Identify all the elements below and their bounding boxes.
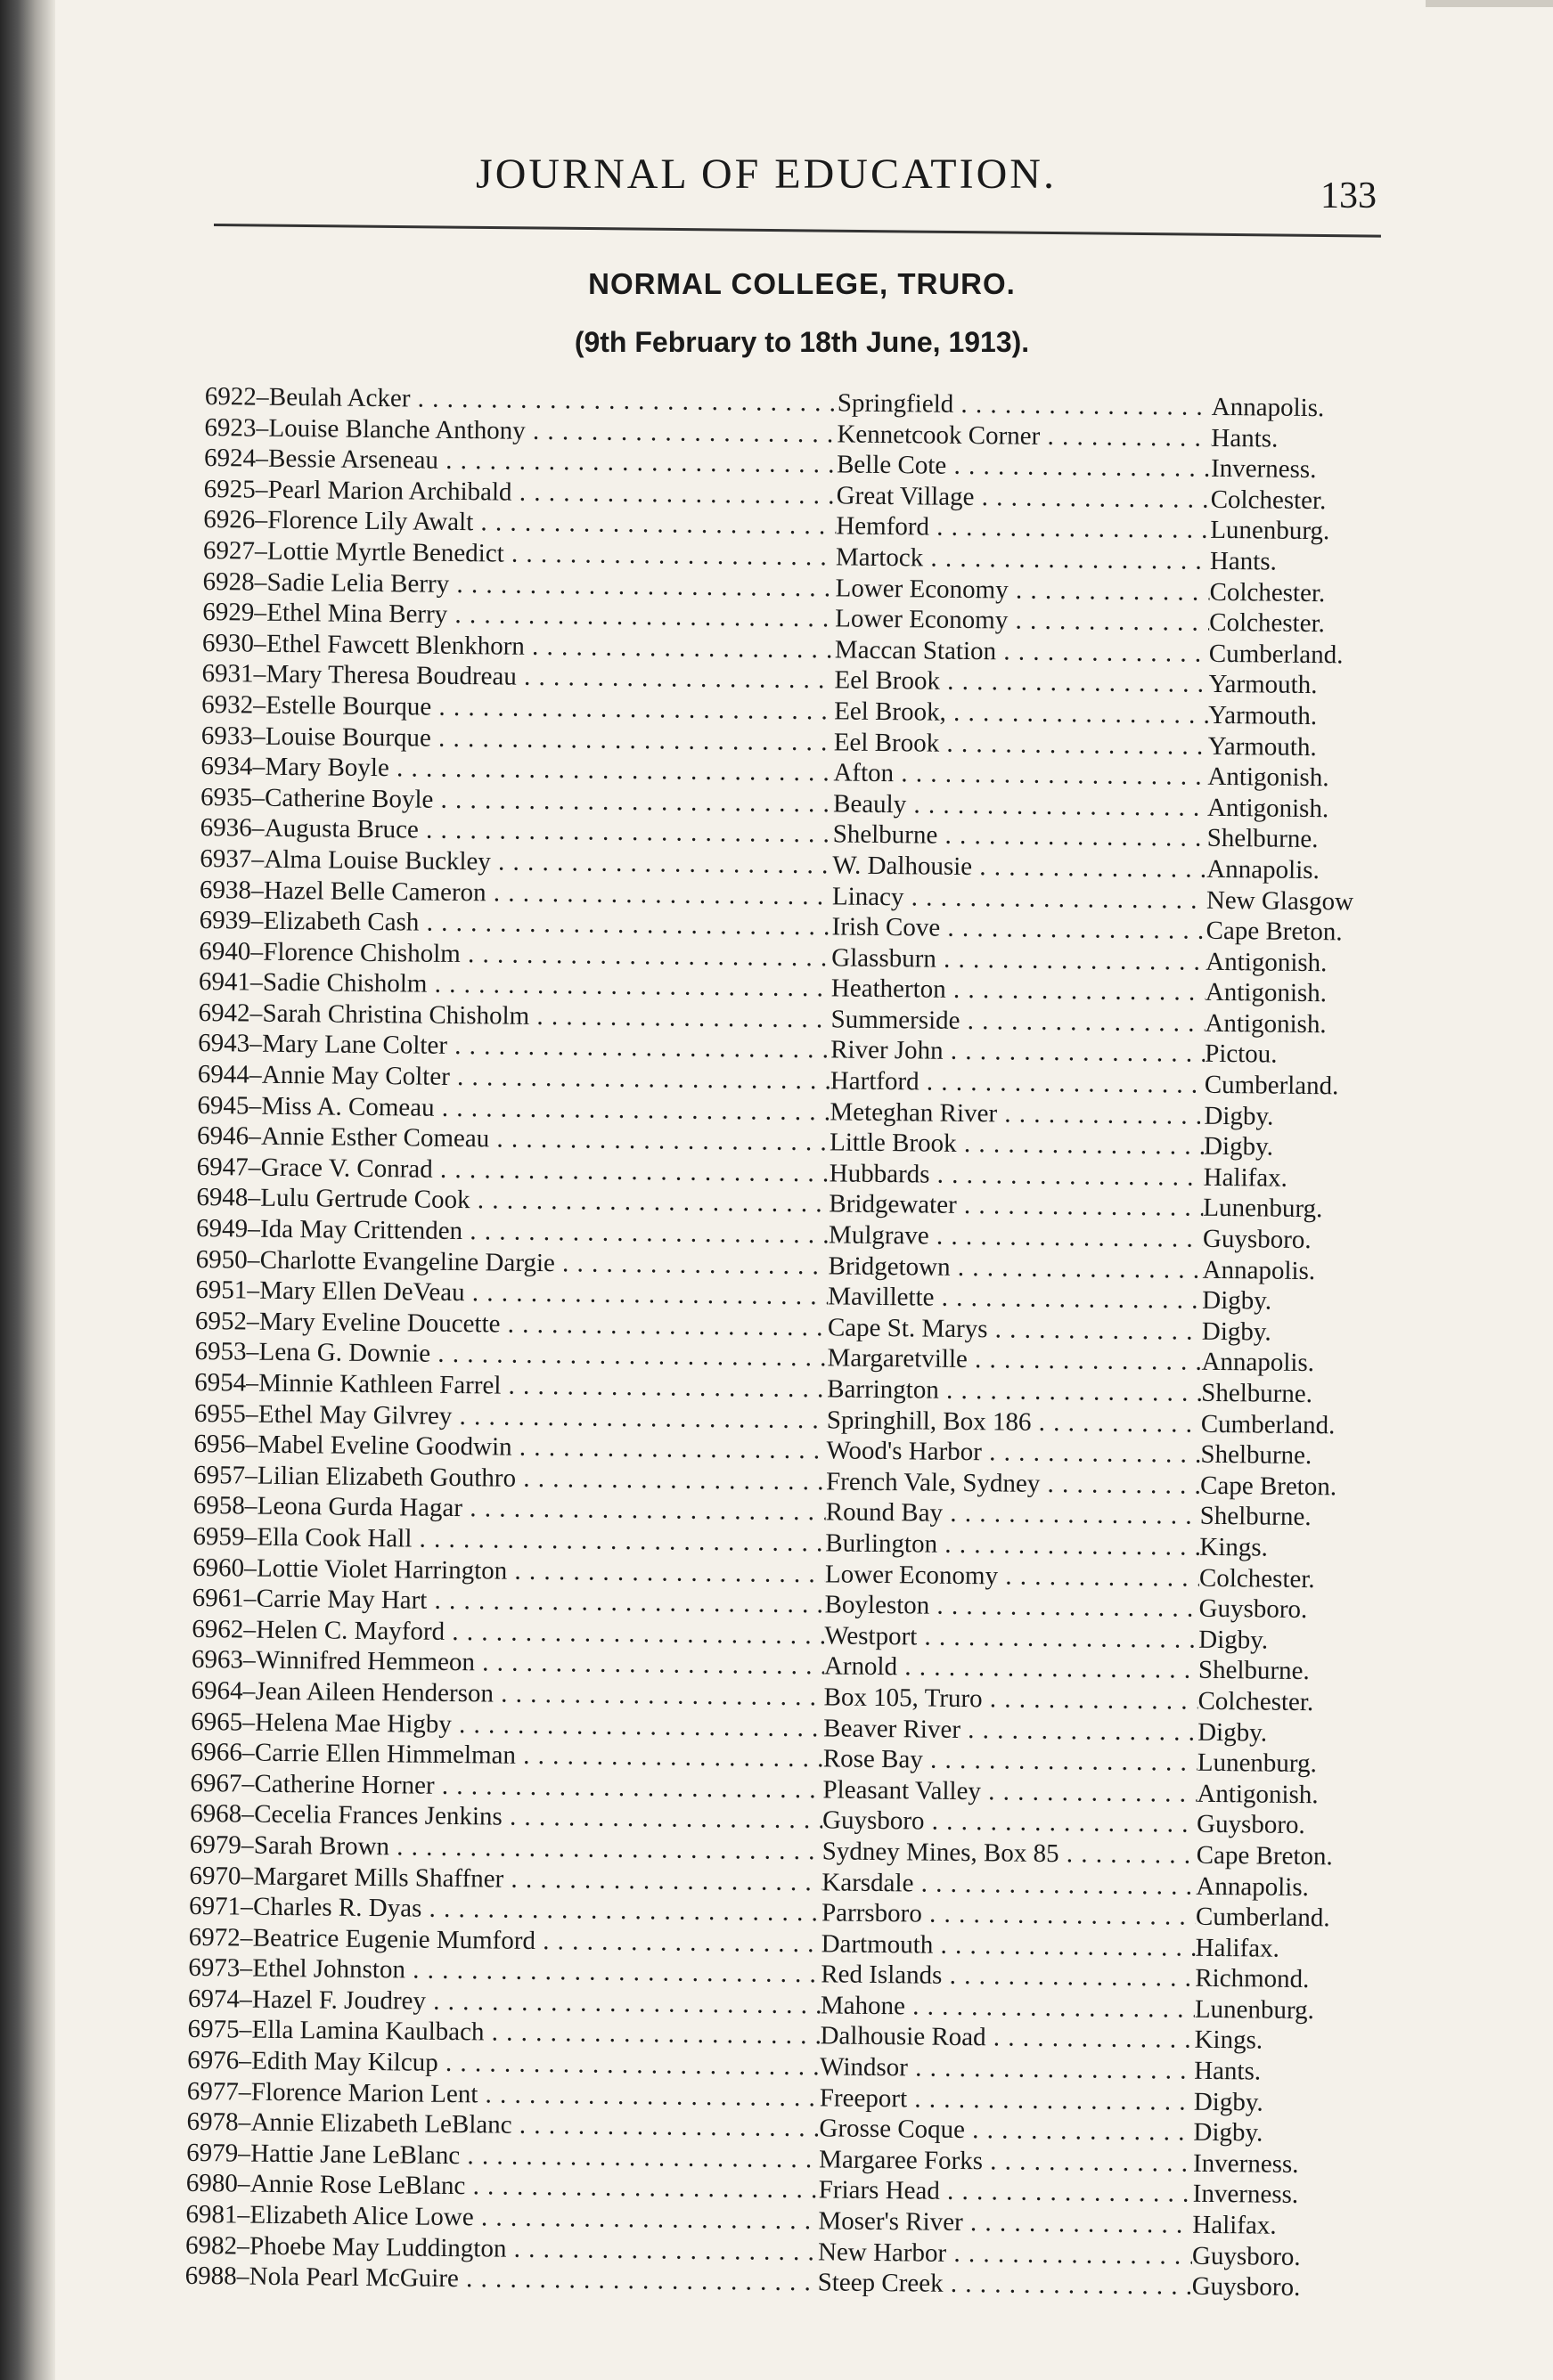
student-county: Shelburne. — [1200, 1439, 1312, 1471]
student-county: Annapolis. — [1206, 854, 1320, 885]
student-county: Guysboro. — [1191, 2271, 1301, 2303]
registration-number: 6951 — — [195, 1275, 259, 1306]
student-place: Linacy . . . — [832, 881, 1206, 916]
student-place: Dalhousie Road . . . — [820, 2021, 1194, 2056]
student-county: Inverness. — [1210, 454, 1317, 485]
registration-number: 6935 — — [200, 782, 265, 813]
student-place: Beauly . . . — [833, 788, 1207, 823]
student-county: Inverness. — [1192, 2180, 1299, 2210]
student-name: Annie May Colter . . . — [262, 1060, 830, 1096]
student-place: Moser's River . . . — [818, 2205, 1192, 2240]
student-county: Cumberland. — [1200, 1409, 1336, 1439]
student-place: Round Bay . . . — [826, 1497, 1200, 1532]
student-county: Halifax. — [1203, 1162, 1288, 1193]
registration-number: 6950 — — [195, 1244, 259, 1276]
registration-number: 6971 — — [189, 1891, 253, 1922]
student-county: Cumberland. — [1195, 1902, 1330, 1933]
registration-number: 6941 — — [199, 966, 263, 998]
student-place: Springhill, Box 186 . . . — [827, 1405, 1201, 1439]
student-county: Cumberland. — [1204, 1070, 1339, 1101]
student-place: French Vale, Sydney . . . — [826, 1466, 1200, 1501]
registration-number: 6943 — — [198, 1028, 262, 1059]
student-place: Hartford . . . — [830, 1065, 1205, 1100]
student-name: Lilian Elizabeth Gouthro . . . — [257, 1460, 826, 1496]
registration-number: 6980 — — [186, 2168, 250, 2199]
registration-number: 6968 — — [190, 1798, 254, 1830]
student-county: Colchester. — [1209, 577, 1326, 607]
scan-border-top — [1426, 0, 1553, 7]
student-name: Winnifred Hemmeon . . . — [256, 1645, 824, 1682]
student-place: Little Brook . . . — [830, 1128, 1204, 1162]
registration-number: 6962 — — [192, 1614, 256, 1645]
student-name: Sarah Brown . . . — [254, 1830, 822, 1867]
registration-number: 6924 — — [204, 443, 268, 474]
student-county: Richmond. — [1195, 1964, 1310, 1994]
student-county: Colchester. — [1197, 1686, 1314, 1717]
student-name: Carrie May Hart . . . — [257, 1584, 825, 1620]
student-name: Edith May Kilcup . . . — [251, 2046, 820, 2082]
student-name: Lottie Myrtle Benedict . . . — [267, 536, 836, 573]
student-name: Lulu Gertrude Cook . . . — [260, 1183, 829, 1219]
registration-number: 6926 — — [203, 504, 267, 535]
student-place: Bridgetown . . . — [828, 1251, 1202, 1285]
student-place: Kennetcook Corner . . . — [837, 419, 1211, 453]
student-county: Digby. — [1201, 1316, 1271, 1347]
student-county: Shelburne. — [1201, 1378, 1313, 1409]
student-county: Guysboro. — [1191, 2241, 1301, 2271]
registration-number: 6970 — — [189, 1860, 253, 1891]
student-place: Mulgrave . . . — [829, 1219, 1203, 1254]
student-county: Annapolis. — [1211, 392, 1325, 423]
registration-number: 6927 — — [203, 535, 267, 566]
student-name: Jean Aileen Henderson . . . — [255, 1676, 823, 1713]
registration-number: 6982 — — [185, 2230, 249, 2262]
student-county: Annapolis. — [1201, 1348, 1315, 1378]
student-county: Yarmouth. — [1207, 731, 1317, 762]
registration-number: 6946 — — [197, 1121, 261, 1152]
student-place: Lower Economy . . . — [825, 1559, 1199, 1593]
registration-number: 6959 — — [192, 1521, 257, 1553]
student-place: Windsor . . . — [820, 2051, 1194, 2086]
student-name: Hattie Jane LeBlanc . . . — [250, 2138, 819, 2174]
registration-number: 6966 — — [191, 1737, 255, 1768]
student-list — [185, 381, 1363, 2303]
registration-number: 6952 — — [195, 1306, 259, 1337]
student-county: Digby. — [1193, 2117, 1263, 2148]
student-place: Pleasant Valley . . . — [822, 1774, 1197, 1809]
student-county: Colchester. — [1198, 1563, 1315, 1593]
student-name: Ella Lamina Kaulbach . . . — [251, 2015, 820, 2051]
registration-number: 6960 — — [192, 1552, 257, 1583]
student-place: Shelburne . . . — [833, 819, 1207, 854]
header-rule — [214, 224, 1381, 238]
student-name: Carrie Ellen Himmelman . . . — [255, 1738, 823, 1774]
student-county: Antigonish. — [1207, 762, 1329, 793]
student-place: Arnold . . . — [824, 1651, 1198, 1686]
scanned-page-edge — [0, 0, 55, 2380]
student-name: Hazel Belle Cameron . . . — [264, 875, 832, 911]
student-county: Lunenburg. — [1197, 1748, 1317, 1779]
student-place: Wood's Harbor . . . — [826, 1436, 1200, 1471]
student-county: Halifax. — [1195, 1933, 1280, 1963]
student-place: Karsdale . . . — [821, 1867, 1196, 1902]
student-name: Sadie Lelia Berry . . . — [266, 566, 835, 603]
student-place: Margaretville . . . — [827, 1343, 1201, 1378]
student-name: Helen C. Mayford . . . — [256, 1614, 824, 1651]
student-place: Red Islands . . . — [821, 1960, 1195, 1994]
student-place: Lower Economy . . . — [835, 604, 1209, 639]
registration-number: 6956 — — [193, 1429, 257, 1460]
student-name: Elizabeth Cash . . . — [263, 906, 831, 942]
student-place: Cape St. Marys . . . — [828, 1312, 1202, 1347]
registration-number: 6923 — — [204, 412, 268, 444]
registration-number: 6930 — — [202, 628, 266, 659]
student-name: Minnie Kathleen Farrel . . . — [258, 1368, 827, 1405]
registration-number: 6939 — — [199, 905, 263, 936]
student-name: Louise Bourque . . . — [266, 721, 834, 757]
registration-number: 6931 — — [201, 658, 266, 689]
section-title: NORMAL COLLEGE, TRURO. — [588, 267, 1016, 300]
student-place: Hemford . . . — [836, 511, 1210, 546]
student-place: Eel Brook, . . . — [834, 696, 1208, 730]
student-place: Dartmouth . . . — [821, 1928, 1195, 1963]
student-place: Bridgewater . . . — [829, 1189, 1203, 1224]
student-name: Phoebe May Luddington . . . — [249, 2230, 818, 2267]
student-county: Shelburne. — [1206, 824, 1319, 854]
student-place: W. Dalhousie . . . — [832, 850, 1206, 884]
student-name: Leona Gurda Hagar . . . — [257, 1491, 826, 1528]
student-place: Irish Cove . . . — [831, 911, 1206, 946]
registration-number: 6974 — — [188, 1984, 252, 2015]
registration-number: 6978 — — [186, 2107, 250, 2138]
student-name: Estelle Bourque . . . — [266, 690, 834, 727]
student-county: Lunenburg. — [1194, 1994, 1315, 2025]
student-county: Digby. — [1203, 1132, 1274, 1161]
student-name: Sadie Chisholm . . . — [263, 967, 831, 1004]
student-name: Louise Blanche Anthony . . . — [268, 412, 837, 449]
student-county: Shelburne. — [1197, 1656, 1310, 1686]
registration-number: 6955 — — [194, 1398, 258, 1430]
student-name: Sarah Christina Chisholm . . . — [262, 998, 830, 1035]
registration-number: 6979 — — [186, 2138, 250, 2169]
student-name: Mary Theresa Boudreau . . . — [266, 659, 834, 696]
student-name: Grace V. Conrad . . . — [261, 1153, 830, 1189]
registration-number: 6967 — — [190, 1768, 254, 1799]
student-county: Cumberland. — [1208, 639, 1344, 670]
registration-number: 6953 — — [194, 1336, 258, 1367]
running-title: JOURNAL OF EDUCATION. — [476, 151, 1057, 198]
registration-number: 6937 — — [200, 844, 264, 875]
student-county: Yarmouth. — [1208, 670, 1318, 700]
student-place: Guysboro . . . — [822, 1805, 1197, 1840]
student-place: Barrington . . . — [827, 1373, 1201, 1408]
student-place: River John . . . — [830, 1035, 1205, 1070]
student-county: Lunenburg. — [1210, 516, 1330, 546]
registration-number: 6958 — — [193, 1490, 257, 1521]
student-county: Hants. — [1194, 2056, 1262, 2086]
student-name: Lena G. Downie . . . — [258, 1337, 827, 1373]
student-place: Maccan Station . . . — [835, 634, 1209, 669]
registration-number: 6938 — — [200, 874, 264, 905]
student-name: Annie Esther Comeau . . . — [261, 1121, 830, 1158]
student-name: Catherine Boyle . . . — [265, 782, 833, 819]
student-county: New Glasgow — [1206, 885, 1354, 917]
student-place: Box 105, Truro . . . — [823, 1682, 1197, 1716]
student-county: Antigonish. — [1205, 978, 1328, 1008]
registration-number: 6957 — — [193, 1460, 257, 1491]
student-county: Kings. — [1194, 2025, 1263, 2056]
student-place: Meteghan River . . . — [830, 1096, 1204, 1131]
student-place: Springfield . . . — [838, 387, 1212, 422]
student-place: Lower Economy . . . — [835, 573, 1209, 607]
student-county: Cape Breton. — [1206, 916, 1343, 947]
student-name: Mary Lane Colter . . . — [262, 1029, 830, 1065]
student-county: Guysboro. — [1202, 1224, 1312, 1255]
student-place: Summerside . . . — [830, 1004, 1205, 1039]
student-county: Pictou. — [1204, 1039, 1278, 1070]
registration-number: 6944 — — [198, 1059, 262, 1090]
student-place: Beaver River . . . — [823, 1713, 1197, 1748]
section-dates: (9th February to 18th June, 1913). — [574, 326, 1030, 358]
registration-number: 6934 — — [200, 751, 265, 782]
student-name: Margaret Mills Shaffner . . . — [253, 1861, 821, 1897]
registration-number: 6929 — — [202, 597, 266, 628]
student-name: Nola Pearl McGuire . . . — [249, 2262, 818, 2298]
student-place: Belle Cote . . . — [837, 450, 1211, 485]
student-county: Hants. — [1211, 423, 1279, 453]
student-name: Ethel Mina Berry . . . — [266, 598, 835, 634]
student-place: Glassburn . . . — [831, 942, 1206, 977]
registration-number: 6979 — — [190, 1830, 254, 1861]
student-county: Guysboro. — [1198, 1593, 1308, 1625]
registration-number: 6948 — — [196, 1182, 260, 1213]
student-name: Charlotte Evangeline Dargie . . . — [259, 1244, 828, 1281]
registration-number: 6936 — — [200, 812, 265, 844]
student-county: Cape Breton. — [1196, 1840, 1333, 1871]
student-name: Charles R. Dyas . . . — [253, 1892, 821, 1928]
student-place: Friars Head . . . — [819, 2175, 1193, 2210]
registration-number: 6975 — — [187, 2014, 251, 2045]
student-name: Ethel Fawcett Blenkhorn . . . — [266, 628, 835, 664]
student-county: Digby. — [1193, 2087, 1263, 2117]
student-place: Mavillette . . . — [828, 1282, 1202, 1316]
student-name: Bessie Arseneau . . . — [268, 444, 837, 480]
student-place: Afton . . . — [833, 758, 1207, 793]
student-name: Ethel May Gilvrey . . . — [258, 1398, 827, 1435]
student-name: Mary Ellen DeVeau . . . — [259, 1276, 828, 1312]
student-place: Eel Brook . . . — [834, 727, 1208, 762]
student-name: Beulah Acker . . . — [269, 382, 838, 419]
student-name: Hazel F. Joudrey . . . — [252, 1985, 821, 2021]
registration-number: 6933 — — [201, 721, 266, 752]
registration-number: 6949 — — [196, 1213, 260, 1244]
registration-number: 6954 — — [194, 1367, 258, 1398]
student-place: Great Village . . . — [837, 480, 1211, 515]
student-name: Augusta Bruce . . . — [265, 813, 833, 850]
student-county: Antigonish. — [1205, 1008, 1327, 1039]
student-place: Boyleston . . . — [824, 1590, 1198, 1625]
student-county: Cape Breton. — [1199, 1471, 1337, 1502]
student-name: Mary Eveline Doucette . . . — [259, 1307, 828, 1343]
student-name: Lottie Violet Harrington . . . — [257, 1553, 825, 1589]
student-name: Mabel Eveline Goodwin . . . — [257, 1430, 826, 1466]
student-county: Yarmouth. — [1207, 700, 1318, 731]
student-name: Helena Mae Higby . . . — [255, 1707, 823, 1743]
student-place: Parrsboro . . . — [821, 1897, 1196, 1932]
registration-number: 6963 — — [192, 1644, 256, 1675]
student-place: Westport . . . — [824, 1620, 1198, 1655]
student-place: Sydney Mines, Box 85 . . . — [822, 1836, 1197, 1871]
student-name: Mary Boyle . . . — [265, 752, 833, 788]
student-name: Ella Cook Hall . . . — [257, 1522, 825, 1559]
student-place: Eel Brook . . . — [834, 665, 1208, 700]
registration-number: 6976 — — [187, 2045, 251, 2076]
student-name: Pearl Marion Archibald . . . — [268, 475, 837, 511]
registration-number: 6928 — — [202, 566, 266, 598]
student-county: Antigonish. — [1206, 947, 1328, 977]
registration-number: 6940 — — [199, 936, 263, 967]
student-county: Kings. — [1199, 1532, 1269, 1562]
student-county: Annapolis. — [1202, 1255, 1316, 1285]
student-place: Burlington . . . — [825, 1528, 1199, 1562]
student-county: Guysboro. — [1196, 1810, 1305, 1840]
student-place: New Harbor . . . — [818, 2237, 1192, 2271]
registration-number: 6965 — — [191, 1706, 255, 1737]
student-place: Mahone . . . — [821, 1990, 1195, 2025]
student-name: Alma Louise Buckley . . . — [264, 844, 832, 881]
student-name: Catherine Horner . . . — [254, 1768, 822, 1805]
student-name: Annie Rose LeBlanc . . . — [250, 2169, 819, 2205]
student-county: Colchester. — [1210, 485, 1327, 515]
student-name: Florence Chisholm . . . — [263, 936, 831, 973]
student-place: Steep Creek . . . — [818, 2268, 1192, 2303]
registration-number: 6922 — — [205, 381, 269, 412]
registration-number: 6947 — — [197, 1152, 261, 1183]
student-county: Annapolis. — [1196, 1871, 1310, 1902]
registration-number: 6977 — — [187, 2076, 251, 2107]
registration-number: 6964 — — [191, 1675, 255, 1707]
student-name: Beatrice Eugenie Mumford . . . — [253, 1922, 821, 1959]
student-place: Margaree Forks . . . — [819, 2144, 1193, 2179]
registration-number: 6942 — — [198, 998, 262, 1029]
student-county: Inverness. — [1192, 2148, 1299, 2179]
registration-number: 6988 — — [185, 2261, 249, 2292]
student-county: Shelburne. — [1199, 1502, 1312, 1532]
student-county: Digby. — [1204, 1101, 1274, 1131]
registration-number: 6925 — — [204, 474, 268, 505]
registration-number: 6973 — — [188, 1952, 252, 1984]
student-county: Digby. — [1202, 1285, 1272, 1316]
student-place: Heatherton . . . — [831, 974, 1206, 1008]
student-county: Hants. — [1209, 546, 1278, 576]
registration-number: 6972 — — [189, 1922, 253, 1953]
student-name: Miss A. Comeau . . . — [261, 1090, 830, 1127]
student-county: Colchester. — [1209, 607, 1326, 639]
student-name: Ida May Crittenden . . . — [260, 1214, 829, 1251]
student-place: Rose Bay . . . — [823, 1743, 1197, 1778]
student-county: Digby. — [1197, 1717, 1268, 1748]
student-name: Cecelia Frances Jenkins . . . — [254, 1799, 822, 1836]
registration-number: 6945 — — [197, 1090, 261, 1121]
registration-number: 6932 — — [201, 689, 266, 721]
registration-number: 6981 — — [185, 2199, 249, 2230]
student-county: Lunenburg. — [1203, 1194, 1323, 1224]
page-number: 133 — [1320, 175, 1377, 216]
student-name: Annie Elizabeth LeBlanc . . . — [250, 2107, 819, 2144]
student-county: Antigonish. — [1206, 793, 1329, 823]
student-name: Elizabeth Alice Lowe . . . — [249, 2200, 818, 2237]
registration-number: 6961 — — [192, 1583, 257, 1614]
student-county: Halifax. — [1192, 2210, 1277, 2240]
student-county: Antigonish. — [1197, 1779, 1319, 1809]
student-place: Grosse Coque . . . — [819, 2114, 1193, 2148]
student-place: Martock . . . — [836, 542, 1210, 576]
student-name: Florence Marion Lent . . . — [251, 2076, 820, 2113]
student-name: Florence Lily Awalt . . . — [267, 505, 836, 542]
student-place: Freeport . . . — [820, 2082, 1194, 2117]
student-place: Hubbards . . . — [830, 1158, 1204, 1193]
student-county: Digby. — [1198, 1625, 1269, 1655]
student-name: Ethel Johnston . . . — [252, 1953, 821, 1990]
